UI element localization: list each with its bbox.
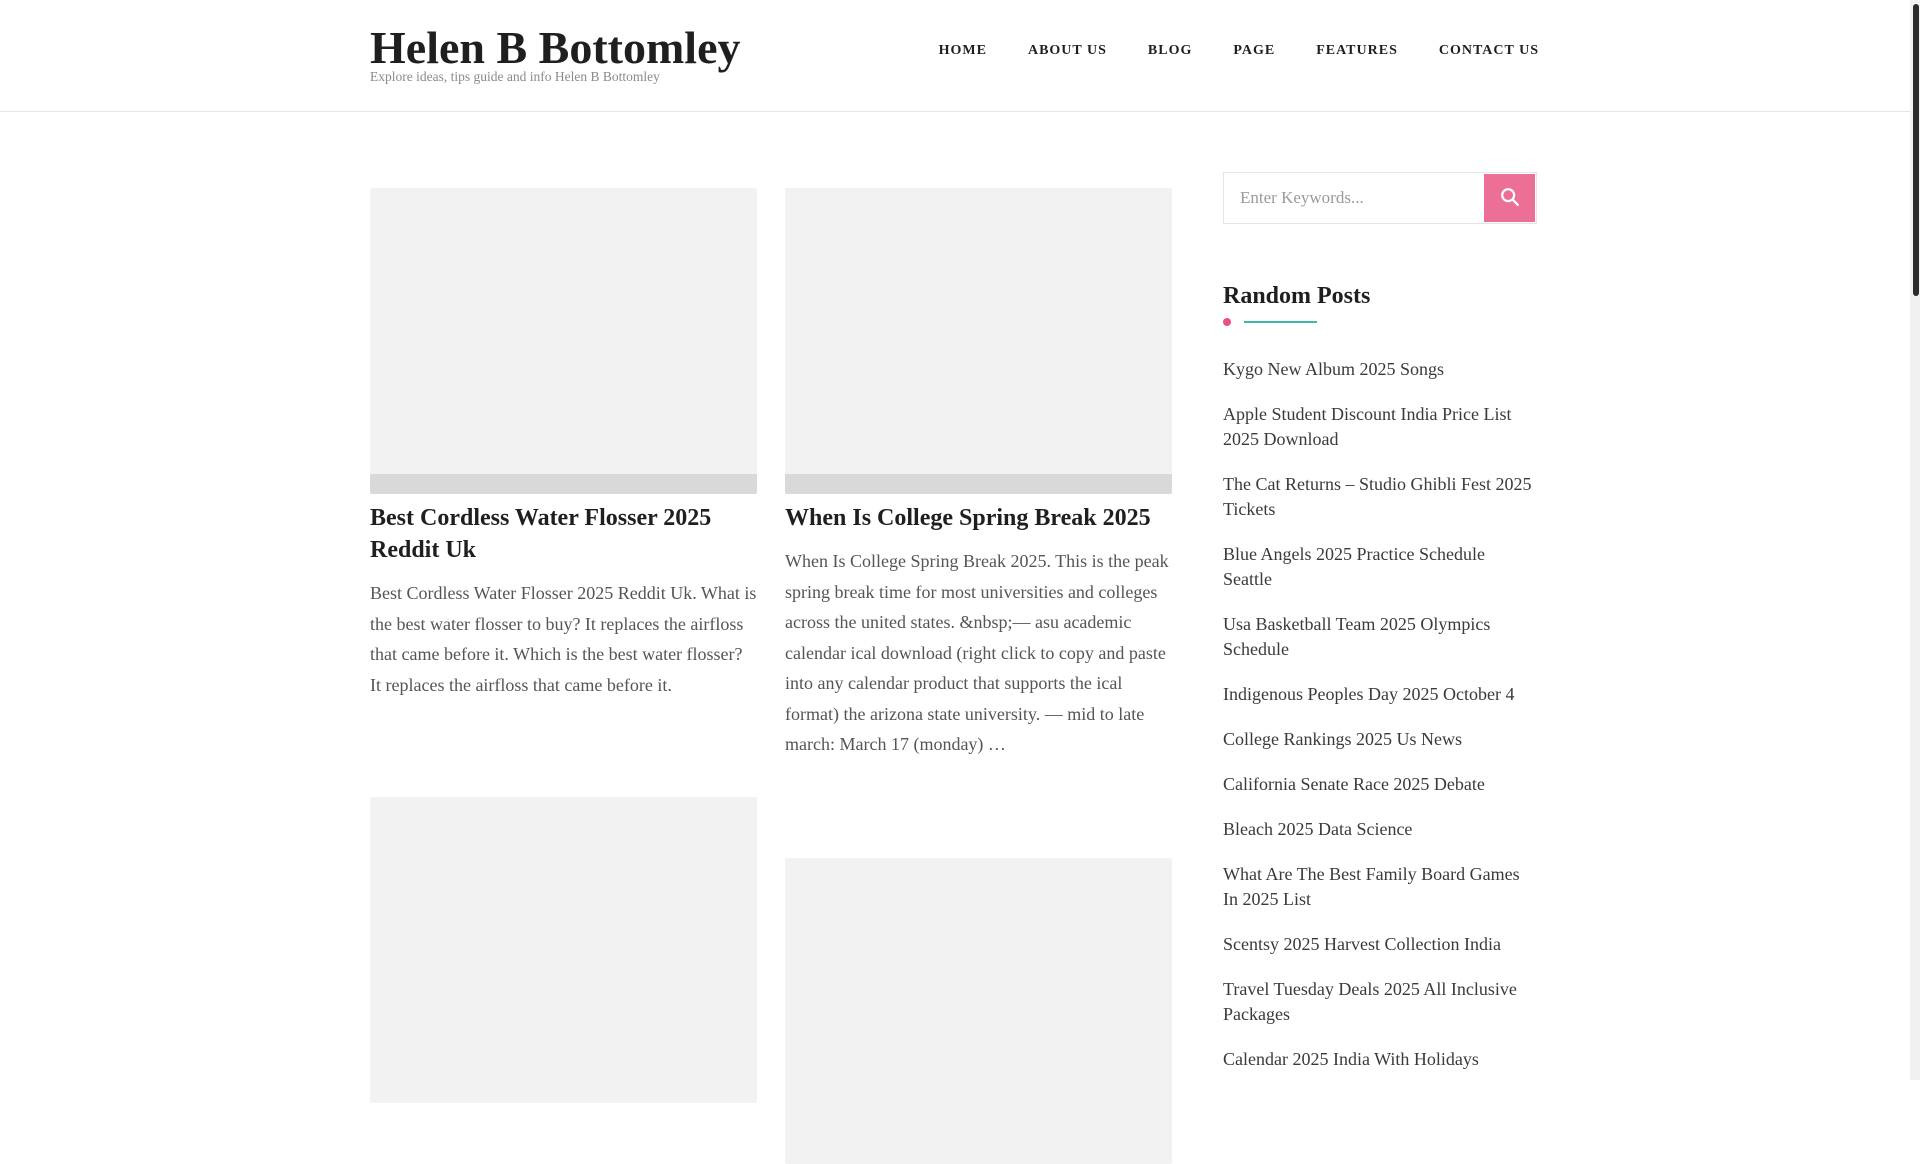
list-item <box>1223 977 1538 1027</box>
search-icon <box>1499 186 1521 211</box>
scrollbar-thumb[interactable] <box>1913 4 1919 296</box>
nav-blog[interactable]: BLOG <box>1147 43 1193 58</box>
list-item <box>1223 542 1538 592</box>
search-input[interactable] <box>1224 173 1484 223</box>
random-post-link[interactable]: College Rankings 2025 Us News <box>1223 729 1462 749</box>
post-card <box>370 797 757 1103</box>
random-post-link[interactable]: Blue Angels 2025 Practice Schedule Seattle <box>1223 544 1485 589</box>
random-post-link[interactable]: Travel Tuesday Deals 2025 All Inclusive Packages <box>1223 979 1517 1024</box>
post-thumbnail[interactable] <box>370 797 757 1103</box>
nav-contact-us[interactable]: CONTACT US <box>1438 43 1539 58</box>
post-thumbnail[interactable] <box>785 858 1172 1164</box>
site-header <box>0 0 1910 112</box>
list-item <box>1223 612 1538 662</box>
list-item <box>1223 772 1538 797</box>
list-item <box>1223 402 1538 452</box>
search-form <box>1223 172 1537 224</box>
nav-about-us[interactable]: ABOUT US <box>1027 43 1107 58</box>
random-post-link[interactable]: The Cat Returns – Studio Ghibli Fest 2025 Tickets <box>1223 474 1532 519</box>
nav-home[interactable]: HOME <box>938 43 987 58</box>
list-item <box>1223 357 1538 382</box>
list-item <box>1223 682 1538 707</box>
site-tagline: Explore ideas, tips guide and info Helen B Bottomley <box>370 69 660 84</box>
widget-accent-dot <box>1223 318 1231 326</box>
nav-features[interactable]: FEATURES <box>1316 43 1398 58</box>
list-item <box>1223 472 1538 522</box>
nav-page[interactable]: PAGE <box>1233 43 1276 58</box>
scrollbar[interactable] <box>1910 0 1920 1080</box>
search-button[interactable] <box>1484 174 1535 222</box>
random-post-link[interactable]: California Senate Race 2025 Debate <box>1223 774 1485 794</box>
post-title[interactable]: When Is College Spring Break 2025 <box>785 505 1151 531</box>
random-post-link[interactable]: Usa Basketball Team 2025 Olympics Schedule <box>1223 614 1491 659</box>
widget-accent-line <box>1244 321 1317 323</box>
list-item <box>1223 817 1538 842</box>
random-post-link[interactable]: Indigenous Peoples Day 2025 October 4 <box>1223 684 1515 704</box>
post-thumbnail[interactable] <box>785 188 1172 494</box>
random-post-link[interactable]: Calendar 2025 India With Holidays <box>1223 1049 1479 1069</box>
random-posts-list <box>1223 357 1538 1092</box>
post-excerpt: When Is College Spring Break 2025. This is the peak spring break time for most universities and colleges across the united states. &nbsp;— asu academic calendar ical download (right click to copy and paste into any calendar product that supports the ical format) the arizona state university. — mid to late march: March 17 (monday) … <box>785 551 1169 754</box>
random-post-link[interactable]: Scentsy 2025 Harvest Collection India <box>1223 934 1501 954</box>
post-excerpt: Best Cordless Water Flosser 2025 Reddit Uk. What is the best water flosser to buy? It replaces the airfloss that came before it. Which is the best water flosser? It replaces the airfloss that came before it. <box>370 583 757 695</box>
list-item <box>1223 727 1538 752</box>
main-nav <box>939 43 1539 59</box>
list-item <box>1223 862 1538 912</box>
post-card <box>370 188 757 700</box>
list-item <box>1223 932 1538 957</box>
post-thumbnail[interactable] <box>370 188 757 494</box>
random-post-link[interactable]: Kygo New Album 2025 Songs <box>1223 359 1445 379</box>
post-title[interactable]: Best Cordless Water Flosser 2025 Reddit Uk <box>370 505 712 563</box>
random-post-link[interactable]: Apple Student Discount India Price List 2025 Download <box>1223 404 1512 449</box>
post-card <box>785 858 1172 1164</box>
random-posts-title: Random Posts <box>1223 283 1371 309</box>
post-card <box>785 188 1172 760</box>
random-post-link[interactable]: Bleach 2025 Data Science <box>1223 819 1413 839</box>
list-item <box>1223 1047 1538 1072</box>
site-title[interactable]: Helen B Bottomley <box>370 22 741 73</box>
random-post-link[interactable]: What Are The Best Family Board Games In 2025 List <box>1223 864 1520 909</box>
